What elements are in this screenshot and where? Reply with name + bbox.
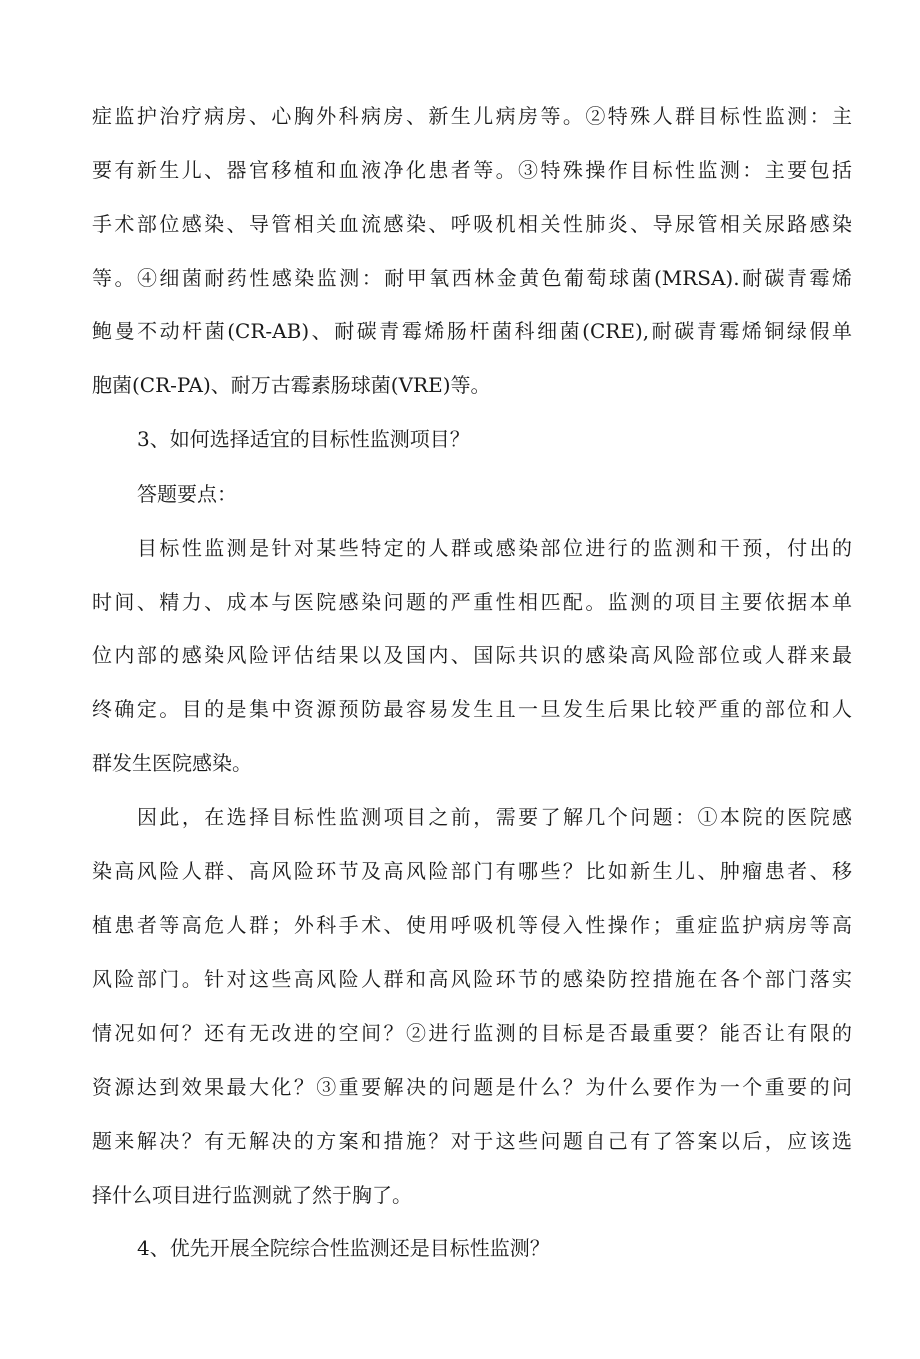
answer-points-label: 答题要点： xyxy=(137,482,237,506)
text-line-14: 因此，在选择目标性监测项目之前，需要了解几个问题：①本院的医院感 xyxy=(137,805,852,829)
text-line-5: 鲍曼不动杆菌(CR-AB)、耐碳青霉烯肠杆菌科细菌(CRE),耐碳青霉烯铜绿假单 xyxy=(92,319,852,343)
text-line-11: 位内部的感染风险评估结果以及国内、国际共识的感染高风险部位或人群来最 xyxy=(92,643,852,667)
text-line-15: 染高风险人群、高风险环节及高风险部门有哪些？比如新生儿、肿瘤患者、移 xyxy=(92,859,852,883)
text-line-6: 胞菌(CR-PA)、耐万古霉素肠球菌(VRE)等。 xyxy=(92,373,491,397)
text-line-16: 植患者等高危人群；外科手术、使用呼吸机等侵入性操作；重症监护病房等高 xyxy=(92,913,852,937)
text-line-20: 题来解决？有无解决的方案和措施？对于这些问题自己有了答案以后，应该选 xyxy=(92,1129,852,1153)
text-line-18: 情况如何？还有无改进的空间？②进行监测的目标是否最重要？能否让有限的 xyxy=(92,1021,852,1045)
text-line-21: 择什么项目进行监测就了然于胸了。 xyxy=(92,1183,412,1207)
text-line-13: 群发生医院感染。 xyxy=(92,751,252,775)
text-line-3: 手术部位感染、导管相关血流感染、呼吸机相关性肺炎、导尿管相关尿路感染 xyxy=(92,212,852,236)
question-heading-3: 3、如何选择适宜的目标性监测项目？ xyxy=(137,427,470,451)
text-line-2: 要有新生儿、器官移植和血液净化患者等。③特殊操作目标性监测：主要包括 xyxy=(92,158,852,182)
text-line-19: 资源达到效果最大化？③重要解决的问题是什么？为什么要作为一个重要的问 xyxy=(92,1075,852,1099)
question-heading-4: 4、优先开展全院综合性监测还是目标性监测？ xyxy=(137,1236,550,1260)
text-line-9: 目标性监测是针对某些特定的人群或感染部位进行的监测和干预，付出的 xyxy=(137,536,852,560)
text-line-1: 症监护治疗病房、心胸外科病房、新生儿病房等。②特殊人群目标性监测：主 xyxy=(92,104,852,128)
text-line-10: 时间、精力、成本与医院感染问题的严重性相匹配。监测的项目主要依据本单 xyxy=(92,590,852,614)
text-line-4: 等。④细菌耐药性感染监测：耐甲氧西林金黄色葡萄球菌(MRSA).耐碳青霉烯 xyxy=(92,266,852,290)
text-line-12: 终确定。目的是集中资源预防最容易发生且一旦发生后果比较严重的部位和人 xyxy=(92,697,852,721)
text-line-17: 风险部门。针对这些高风险人群和高风险环节的感染防控措施在各个部门落实 xyxy=(92,967,852,991)
